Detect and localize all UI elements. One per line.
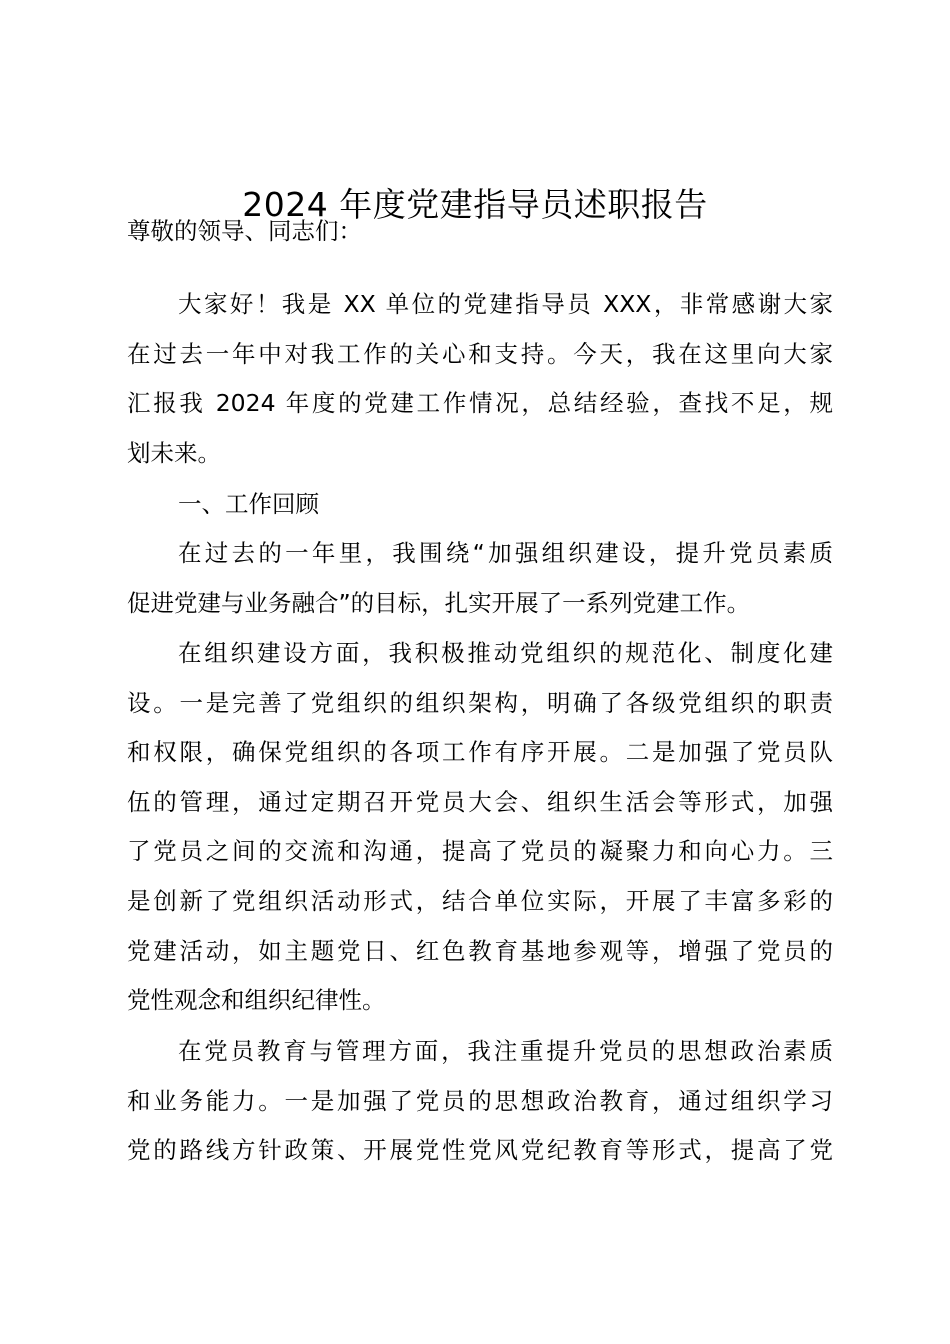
document-title: 2024 年度党建指导员述职报告 [242, 185, 708, 224]
text-line: 党的路线方针政策、开展党性党风党纪教育等形式，提高了党 [127, 1136, 833, 1165]
greeting-line: 尊敬的领导、同志们： [127, 217, 362, 245]
text-line: 在组织建设方面，我积极推动党组织的规范化、制度化建 [178, 639, 833, 667]
text-line: 和权限，确保党组织的各项工作有序开展。二是加强了党员队 [127, 738, 833, 767]
paragraph-member-education [127, 1027, 833, 1176]
text-line: 汇报我 2024 年度的党建工作情况，总结经验，查找不足，规 [127, 389, 833, 418]
text-line: 在过去的一年里，我围绕“加强组织建设，提升党员素质 [178, 539, 833, 567]
text-line: 促进党建与业务融合”的目标，扎实开展了一系列党建工作。 [127, 588, 751, 617]
text-line: 伍的管理，通过定期召开党员大会、组织生活会等形式，加强 [127, 787, 833, 816]
section-heading: 一、工作回顾 [178, 490, 319, 518]
section-heading-block [127, 480, 833, 530]
text-line: 了党员之间的交流和沟通，提高了党员的凝聚力和向心力。三 [127, 837, 833, 866]
paragraph-review-intro [127, 529, 833, 628]
text-line: 党建活动，如主题党日、红色教育基地参观等，增强了党员的 [127, 936, 833, 965]
greeting-block [127, 207, 833, 257]
text-line: 大家好！我是 XX 单位的党建指导员 XXX，非常感谢大家 [178, 290, 833, 318]
text-line: 设。一是完善了党组织的组织架构，明确了各级党组织的职责 [127, 688, 833, 717]
text-line: 和业务能力。一是加强了党员的思想政治教育，通过组织学习 [127, 1086, 833, 1115]
text-line: 在过去一年中对我工作的关心和支持。今天，我在这里向大家 [127, 339, 833, 368]
paragraph-organization-building [127, 629, 833, 1026]
text-line: 在党员教育与管理方面，我注重提升党员的思想政治素质 [178, 1037, 833, 1065]
text-line: 划未来。 [127, 438, 221, 467]
text-line: 党性观念和组织纪律性。 [127, 986, 386, 1015]
text-line: 是创新了党组织活动形式，结合单位实际，开展了丰富多彩的 [127, 886, 833, 915]
paragraph-introduction [127, 280, 833, 478]
